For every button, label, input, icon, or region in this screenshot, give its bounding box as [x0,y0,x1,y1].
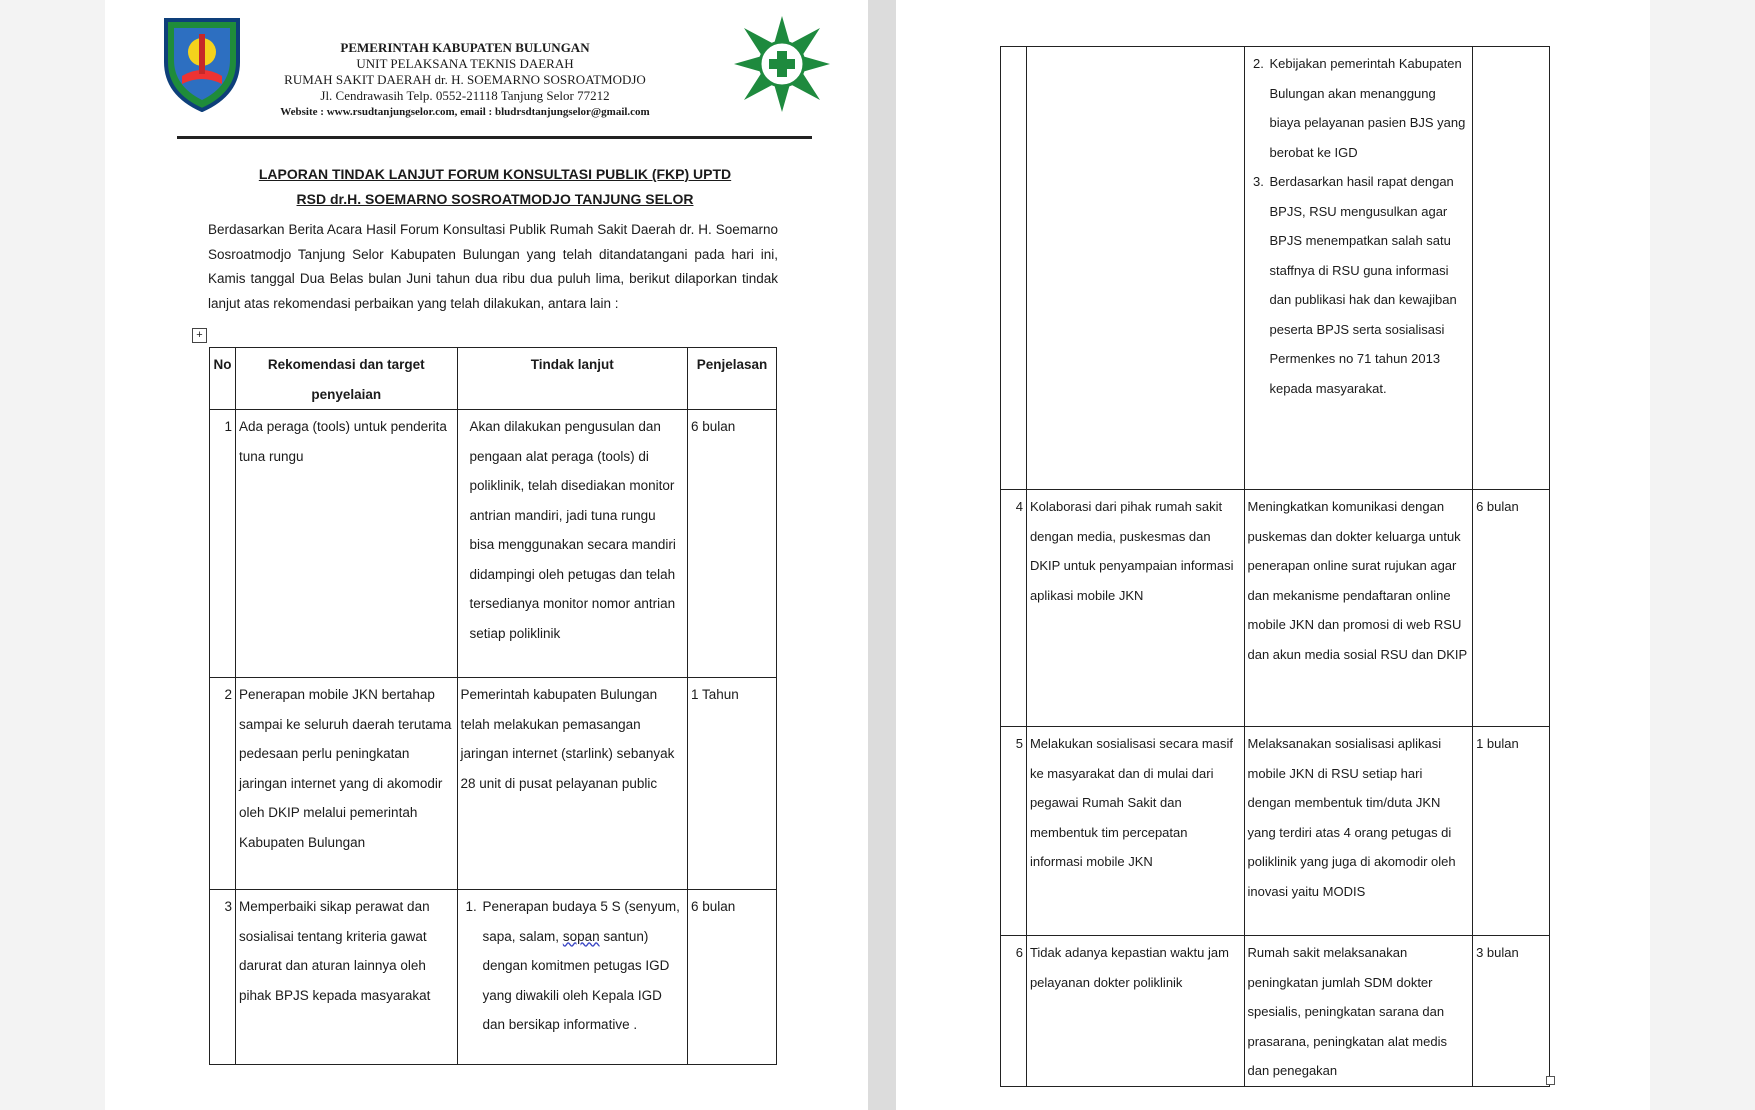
background-right [1650,0,1755,1110]
row-rekomendasi: Kolaborasi dari pihak rumah sakit dengan media, puskesmas dan DKIP untuk penyampaian informasi aplikasi mobile JKN [1026,490,1244,727]
table-row [1001,490,1550,727]
row-penjelasan: 6 bulan [688,890,777,1065]
background-left [0,0,105,1110]
header-no: No [210,348,236,410]
table-row [210,678,777,890]
row-number: 6 [1001,936,1027,1087]
row-rekomendasi: Ada peraga (tools) untuk penderita tuna rungu [235,410,457,678]
page-1 [105,0,868,1110]
report-table-page-2 [1000,46,1550,1087]
report-table-page-1 [209,347,777,1065]
table-header-row [210,348,777,410]
row-tindak-lanjut [1244,47,1473,490]
header-rekomendasi: Rekomendasi dan target penyelaian [235,348,457,410]
table-move-handle-icon[interactable]: + [192,328,207,343]
table-row-continued [1001,47,1550,490]
row-penjelasan: 6 bulan [1473,490,1550,727]
table-row [210,890,777,1065]
row-tindak-lanjut: Rumah sakit melaksanakan peningkatan jumlah SDM dokter spesialis, peningkatan sarana dan prasarana, peningkatan alat medis dan penegakan [1244,936,1473,1087]
header-tindak-lanjut: Tindak lanjut [457,348,688,410]
hospital-logo [732,14,832,114]
row-tindak-lanjut: Akan dilakukan pengusulan dan pengaan alat peraga (tools) di poliklinik, telah disediakan monitor antrian mandiri, jadi tuna rungu bisa menggunakan secara mandiri didampingi oleh petugas dan telah tersedianya monitor nomor antrian setiap poliklinik [457,410,688,678]
row-tindak-lanjut: Melaksanakan sosialisasi aplikasi mobile JKN di RSU setiap hari dengan membentuk tim/duta JKN yang terdiri atas 4 orang petugas di poliklinik yang juga di akomodir oleh inovasi yaitu MODIS [1244,727,1473,936]
tindak-step-2: 2. Kebijakan pemerintah Kabupaten Bulungan akan menanggung biaya pelayanan pasien BJS yang berobat ke IGD [1268,49,1470,167]
letterhead-line-5: Website : www.rsudtanjungselor.com, email : bludrsdtanjungselor@gmail.com [280,106,650,118]
table-row [1001,936,1550,1087]
page-gap [868,0,896,1110]
letterhead-line-2: UNIT PELAKSANA TEKNIS DAERAH [356,56,574,71]
letterhead-line-3: RUMAH SAKIT DAERAH dr. H. SOEMARNO SOSROATMODJO [284,72,646,87]
tindak-steps-list-continued [1248,49,1470,403]
letterhead-divider [177,136,812,139]
letterhead-line-4: Jl. Cendrawasih Telp. 0552-21118 Tanjung Selor 77212 [320,88,610,103]
table-row [1001,727,1550,936]
page-2 [896,0,1650,1110]
row-rekomendasi: Tidak adanya kepastian waktu jam pelayanan dokter poliklinik [1026,936,1244,1087]
row-tindak-lanjut: Pemerintah kabupaten Bulungan telah melakukan pemasangan jaringan internet (starlink) sebanyak 28 unit di pusat pelayanan public [457,678,688,890]
row-number: 2 [210,678,236,890]
row-rekomendasi: Penerapan mobile JKN bertahap sampai ke seluruh daerah terutama pedesaan perlu peningkatan jaringan internet yang di akomodir oleh DKIP melalui pemerintah Kabupaten Bulungan [235,678,457,890]
tindak-steps-list [461,892,685,1040]
row-tindak-lanjut: Meningkatkan komunikasi dengan puskemas dan dokter keluarga untuk penerapan online surat rujukan agar dan mekanisme pendaftaran online mobile JKN dan promosi di web RSU dan akun media sosial RSU dan DKIP [1244,490,1473,727]
row-penjelasan: 1 bulan [1473,727,1550,936]
row-number: 1 [210,410,236,678]
row-rekomendasi: Melakukan sosialisasi secara masif ke masyarakat dan di mulai dari pegawai Rumah Sakit dan membentuk tim percepatan informasi mobile JKN [1026,727,1244,936]
report-title-line-2: RSD dr.H. SOEMARNO SOSROATMODJO TANJUNG SELOR [296,191,694,207]
report-title-line-1: LAPORAN TINDAK LANJUT FORUM KONSULTASI PUBLIK (FKP) UPTD [258,166,732,182]
table-row [210,410,777,678]
tindak-step-3: 3. Berdasarkan hasil rapat dengan BPJS, RSU mengusulkan agar BPJS menempatkan salah satu staffnya di RSU guna informasi dan publikasi hak dan kewajiban peserta BPJS serta sosialisasi Permenkes no 71 tahun 2013 kepada masyarakat. [1268,167,1470,403]
header-penjelasan: Penjelasan [688,348,777,410]
letterhead [215,40,715,120]
tindak-step-1: 1. Penerapan budaya 5 S (senyum, sapa, salam, sopan santun) dengan komitmen petugas IGD yang diwakili oleh Kepala IGD dan bersikap informative . [481,892,685,1040]
row-number: 4 [1001,490,1027,727]
row-rekomendasi: Memperbaiki sikap perawat dan sosialisai tentang kriteria gawat darurat dan aturan lainnya oleh pihak BPJS kepada masyarakat [235,890,457,1065]
row-number: 3 [210,890,236,1065]
letterhead-line-1: PEMERINTAH KABUPATEN BULUNGAN [340,40,590,55]
table-resize-handle-icon[interactable] [1546,1076,1555,1085]
row-penjelasan: 3 bulan [1473,936,1550,1087]
row-number: 5 [1001,727,1027,936]
row-penjelasan: 6 bulan [688,410,777,678]
intro-paragraph: Berdasarkan Berita Acara Hasil Forum Konsultasi Publik Rumah Sakit Daerah dr. H. Soemarno Sosroatmodjo Tanjung Selor Kabupaten Bulungan yang telah ditandatangani pada hari ini, Kamis tanggal Dua Belas bulan Juni tahun dua ribu dua puluh lima, berikut dilaporkan tindak lanjut atas rekomendasi perbaikan yang telah dilakukan, antara lain : [208,222,778,311]
row-penjelasan: 1 Tahun [688,678,777,890]
row-tindak-lanjut [457,890,688,1065]
